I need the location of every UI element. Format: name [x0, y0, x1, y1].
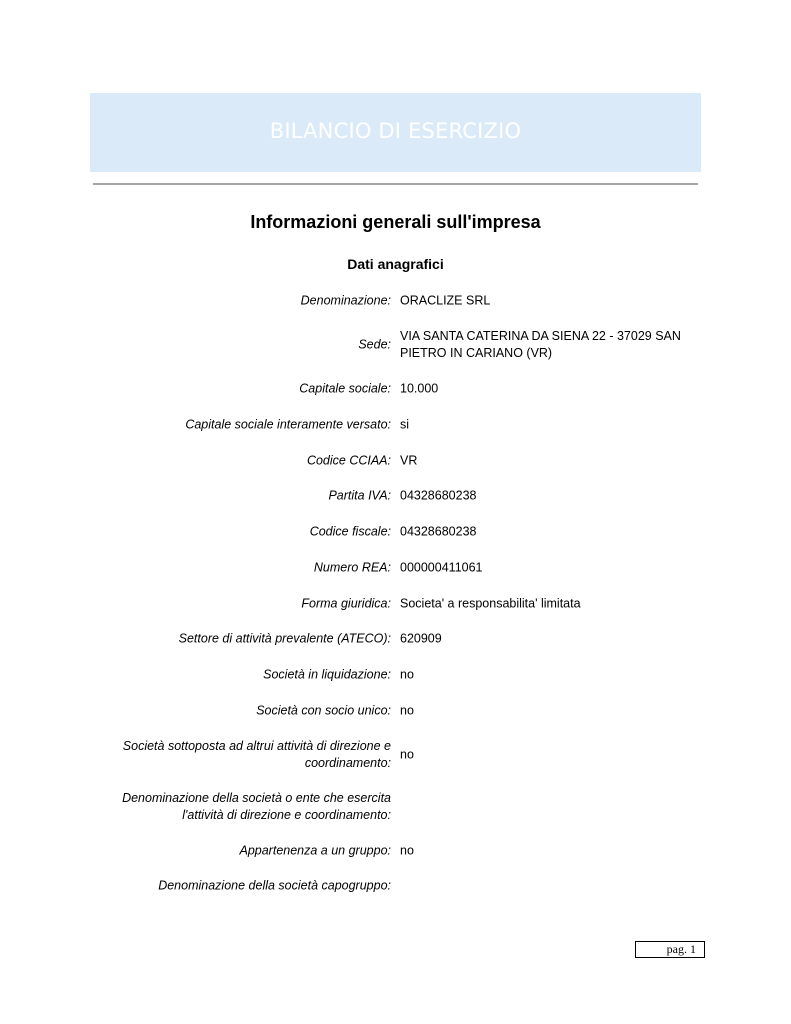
- field-label: Società sottoposta ad altrui attività di direzione e coordinamento:: [122, 739, 391, 770]
- title-banner: [90, 93, 701, 172]
- field-label: Denominazione della società capogruppo:: [158, 878, 391, 893]
- field-label: Società con socio unico:: [256, 703, 391, 718]
- field-label: Numero REA:: [313, 560, 391, 575]
- field-value: 04328680238: [400, 524, 477, 539]
- field-label: Codice fiscale:: [309, 524, 391, 539]
- field-value: no: [400, 703, 414, 718]
- field-value: no: [400, 747, 414, 762]
- document-title: BILANCIO DI ESERCIZIO: [269, 118, 522, 143]
- field-label: Forma giuridica:: [301, 596, 391, 611]
- field-value: no: [400, 667, 414, 682]
- field-label: Sede:: [358, 337, 391, 352]
- section-title: Informazioni generali sull'impresa: [250, 212, 541, 232]
- field-value: VR: [400, 453, 418, 468]
- field-label: Denominazione:: [300, 293, 391, 308]
- field-label: Settore di attività prevalente (ATECO):: [178, 631, 391, 646]
- field-value: 04328680238: [400, 488, 477, 503]
- field-value: Societa' a responsabilita' limitata: [400, 596, 581, 611]
- field-label: Capitale sociale:: [299, 381, 391, 396]
- field-value: VIA SANTA CATERINA DA SIENA 22 - 37029 SAN PIETRO IN CARIANO (VR): [400, 329, 681, 360]
- field-label: Capitale sociale interamente versato:: [185, 417, 391, 432]
- field-value: si: [400, 417, 410, 432]
- page-number: pag. 1: [635, 941, 705, 958]
- field-value: 000000411061: [400, 560, 483, 575]
- field-value: 620909: [400, 631, 442, 646]
- field-value: 10.000: [400, 381, 439, 396]
- field-label: Partita IVA:: [328, 488, 391, 503]
- field-label: Società in liquidazione:: [263, 667, 391, 682]
- field-label: Codice CCIAA:: [306, 453, 391, 468]
- header-divider: [93, 183, 698, 185]
- field-value: ORACLIZE SRL: [400, 293, 491, 308]
- field-value: no: [400, 843, 414, 858]
- field-label: Appartenenza a un gruppo:: [239, 843, 391, 858]
- subsection-title: Dati anagrafici: [347, 256, 444, 272]
- field-label: Denominazione della società o ente che esercita l'attività di direzione e coordinamento:: [122, 791, 391, 822]
